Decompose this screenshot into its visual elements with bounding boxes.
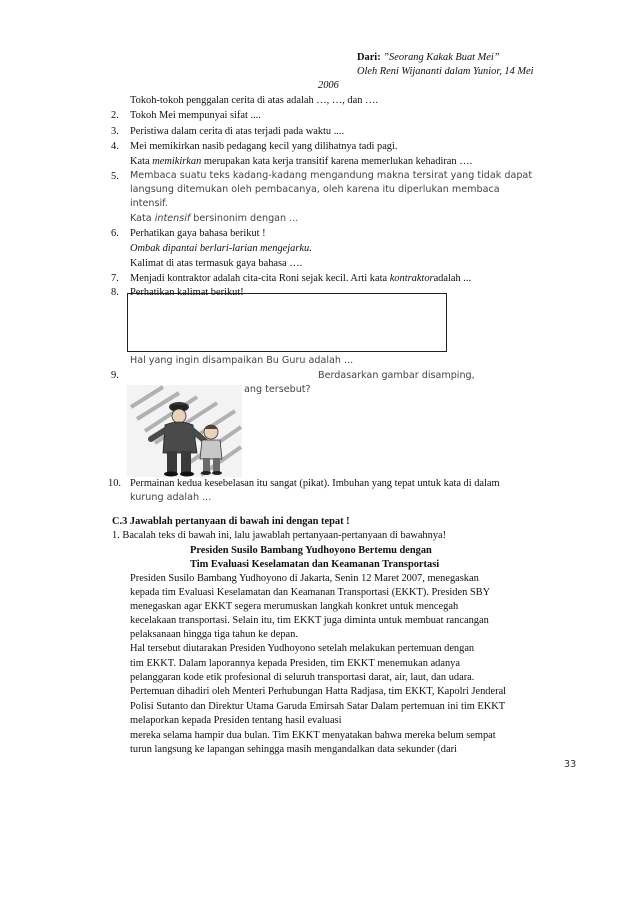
source-line-1: [357, 52, 500, 64]
question-6-sub: Kalimat di atas termasuk gaya bahasa ….: [130, 258, 303, 269]
source-year: 2006: [318, 80, 339, 91]
article-line: pelaksanaan hingga tiga tahun ke depan.: [130, 629, 298, 640]
article-line: mereka selama hampir dua bulan. Tim EKKT menyatakan bahwa mereka belum sempat: [130, 730, 496, 741]
article-line: Presiden Susilo Bambang Yudhoyono di Jakarta, Senin 12 Maret 2007, menegaskan: [130, 573, 479, 584]
article-line: Pertemuan dihadiri oleh Menteri Perhubungan Hatta Radjasa, tim EKKT, Kapolri Jenderal: [130, 686, 507, 697]
question-1: Tokoh-tokoh penggalan cerita di atas adalah …, …, dan ….: [130, 95, 378, 106]
question-7: [130, 273, 471, 285]
article-title-line-2: Tim Evaluasi Keselamatan dan Keamanan Transportasi: [190, 559, 440, 570]
page-number: 33: [564, 759, 577, 770]
question-6-number: 6.: [111, 228, 119, 239]
question-4-sub-post: merupakan kata kerja transitif karena memerlukan kehadiran ….: [201, 156, 473, 167]
question-4-sub: [130, 156, 472, 168]
source-label: Dari:: [357, 52, 381, 63]
question-5-sub: [130, 213, 298, 225]
question-8-quote-box: [127, 293, 447, 352]
question-9-number: 9.: [111, 370, 119, 381]
article-line: turun langsung ke lapangan sehingga masih mengandalkan data sekunder (dari: [130, 744, 457, 755]
article-line: pelanggaran kode etik profesional di seluruh transportasi darat, air, laut, dan udara.: [130, 672, 475, 683]
question-10-line-2: kurung adalah ...: [130, 492, 212, 503]
question-4-sub-pre: Kata: [130, 156, 153, 167]
question-10-number: 10.: [108, 478, 121, 489]
question-2: Tokoh Mei mempunyai sifat ....: [130, 110, 261, 121]
question-10-line-1: Permainan kedua kesebelasan itu sangat (pikat). Imbuhan yang tepat untuk kata di dalam: [130, 478, 500, 489]
source-author: Oleh Reni Wijananti dalam Yunior, 14 Mei: [357, 66, 534, 77]
question-6: Perhatikan gaya bahasa berikut !: [130, 228, 266, 239]
question-5-line-1: Membaca suatu teks kadang-kadang mengandung makna tersirat yang tidak dapat: [130, 170, 533, 181]
article-line: menegaskan agar EKKT segera merumuskan langkah konkret untuk mencegah: [130, 601, 459, 612]
question-3-number: 3.: [111, 126, 119, 137]
question-9-sub: ang tersebut?: [244, 384, 311, 395]
question-7-post: adalah ...: [433, 273, 472, 284]
section-heading: C.3 Jawablah pertanyaan di bawah ini dengan tepat !: [112, 516, 350, 527]
question-5-sub-pre: Kata: [130, 213, 155, 224]
article-line: melaporkan kepada Presiden tentang hasil evaluasi: [130, 715, 342, 726]
article-line: tim EKKT. Dalam laporannya kepada Presiden, tim EKKT menemukan adanya: [130, 658, 460, 669]
question-6-quote: Ombak dipantai berlari-larian mengejarku.: [130, 243, 312, 254]
question-4-number: 4.: [111, 141, 119, 152]
article-line: kecelakaan transportasi. Selain itu, tim EKKT juga diminta untuk membuat rancangan: [130, 615, 489, 626]
article-title-line-1: Presiden Susilo Bambang Yudhoyono Bertemu dengan: [190, 545, 432, 556]
question-4-sub-italic: memikirkan: [152, 156, 202, 167]
question-5-sub-post: bersinonim dengan ...: [190, 213, 299, 224]
question-5-line-2: langsung ditemukan oleh pembacanya, oleh karena itu diperlukan membaca: [130, 184, 500, 195]
question-8-sub: Hal yang ingin disampaikan Bu Guru adalah ...: [130, 355, 354, 366]
police-crossing-illustration: [127, 385, 242, 477]
article-line: Polisi Sutanto dan Direktur Utama Garuda Emirsah Satar Dalam pertemuan ini tim EKKT: [130, 701, 506, 712]
question-9-text: Berdasarkan gambar disamping,: [318, 370, 475, 381]
question-7-italic: kontraktor: [389, 273, 434, 284]
question-7-number: 7.: [111, 273, 119, 284]
question-5-number: 5.: [111, 171, 119, 182]
question-7-pre: Menjadi kontraktor adalah cita-cita Roni sejak kecil. Arti kata: [130, 273, 390, 284]
source-story-title: ”Seorang Kakak Buat Mei”: [383, 52, 500, 63]
article-line: Hal tersebut diutarakan Presiden Yudhoyono setelah melakukan pertemuan dengan: [130, 643, 475, 654]
question-3: Peristiwa dalam cerita di atas terjadi pada waktu ....: [130, 126, 345, 137]
question-5-line-3: intensif.: [130, 198, 168, 209]
question-2-number: 2.: [111, 110, 119, 121]
section-item-1: 1. Bacalah teks di bawah ini, lalu jawablah pertanyaan-pertanyaan di bawahnya!: [112, 530, 447, 541]
question-8-number: 8.: [111, 287, 119, 298]
question-4: Mei memikirkan nasib pedagang kecil yang dilihatnya tadi pagi.: [130, 141, 398, 152]
question-8: Perhatikan kalimat berikut!: [130, 287, 244, 298]
article-line: kepada tim Evaluasi Keselamatan dan Keamanan Transportasi (EKKT). Presiden SBY: [130, 587, 491, 598]
question-5-sub-italic: intensif: [154, 213, 191, 224]
